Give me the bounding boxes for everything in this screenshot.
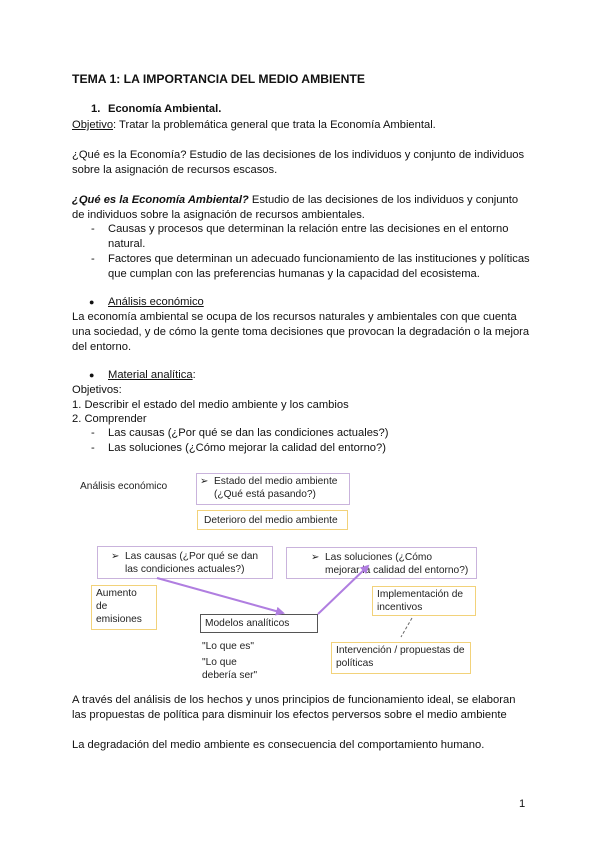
analisis-line-1: La economía ambiental se ocupa de los recursos naturales y ambientales con que cuenta — [72, 311, 517, 323]
ambiental-question: ¿Qué es la Economía Ambiental? — [72, 194, 249, 206]
estado-bullet: ➢ — [200, 476, 209, 487]
analisis-heading: Análisis económico — [108, 296, 204, 308]
aumento-line-1: Aumento — [96, 588, 137, 599]
causas-bullet: ➢ — [111, 551, 120, 562]
lo-que-es: "Lo que es" — [202, 641, 254, 652]
page-number: 1 — [519, 798, 526, 810]
analisis-line-3: del entorno. — [72, 341, 132, 353]
objetivo-item-1: 1. Describir el estado del medio ambiente y los cambios — [72, 399, 349, 411]
dash-marker: - — [91, 427, 95, 439]
bullet-dot: ● — [89, 370, 95, 380]
section-heading: Economía Ambiental. — [108, 103, 222, 115]
objetivo-item-2: 2. Comprender — [72, 413, 147, 425]
objetivos-label: Objetivos: — [72, 384, 122, 396]
objective-label: Objetivo — [72, 119, 114, 131]
dash-marker: - — [91, 442, 95, 454]
dash-marker: - — [91, 253, 95, 265]
paragraph-economia-line-2: sobre la asignación de recursos escasos. — [72, 164, 278, 176]
estado-line-1: Estado del medio ambiente — [214, 476, 338, 487]
objective-text: : Tratar la problemática general que trata la Economía Ambiental. — [113, 119, 436, 131]
aumento-line-2: de — [96, 601, 108, 612]
material-colon: : — [192, 369, 196, 381]
material-heading: Material analítica — [108, 369, 193, 381]
conclusion-line-1: A través del análisis de los hechos y unos principios de funcionamiento ideal, se elaboran — [72, 694, 516, 706]
paragraph-ambiental-line-2: de individuos sobre la asignación de recursos ambientales. — [72, 209, 365, 221]
intervencion-line-2: políticas — [336, 658, 374, 669]
dash-marker: - — [91, 223, 95, 235]
deterioro-text: Deterioro del medio ambiente — [204, 515, 338, 526]
soluciones-line-1: Las soluciones (¿Cómo — [325, 552, 433, 563]
diagram-label-analisis: Análisis económico — [80, 481, 168, 492]
dashed-connector — [401, 618, 412, 637]
bullet-dot: ● — [89, 297, 95, 307]
arrow-causas-to-modelos — [157, 578, 283, 613]
causas-line-1: Las causas (¿Por qué se dan — [125, 551, 259, 562]
modelos-text: Modelos analíticos — [205, 618, 290, 629]
dash-item-2-line-1: Factores que determinan un adecuado funcionamiento de las instituciones y políticas — [108, 253, 530, 265]
soluciones-line-2: mejorar la calidad del entorno?) — [325, 565, 469, 576]
implementacion-line-1: Implementación de — [377, 589, 464, 600]
dash-item-2-line-2: que cumplan con las preferencias humanas y la capacidad del ecosistema. — [108, 268, 480, 280]
final-statement: La degradación del medio ambiente es consecuencia del comportamiento humano. — [72, 739, 485, 751]
causas-line-2: las condiciones actuales?) — [125, 564, 245, 575]
paragraph-economia-line-1: ¿Qué es la Economía? Estudio de las decisiones de los individuos y conjunto de individuos — [72, 149, 525, 161]
section-number: 1. — [91, 103, 101, 115]
estado-line-2: (¿Qué está pasando?) — [214, 489, 316, 500]
page-title: TEMA 1: LA IMPORTANCIA DEL MEDIO AMBIENTE — [72, 72, 365, 86]
aumento-line-3: emisiones — [96, 614, 142, 625]
ambiental-definition: Estudio de las decisiones de los individuos y conjunto — [248, 194, 519, 206]
implementacion-line-2: incentivos — [377, 602, 423, 613]
lo-que-deberia-line-2: debería ser" — [202, 670, 258, 681]
analisis-line-2: una sociedad, y de cómo la gente toma decisiones que provocan la degradación o la mejora — [72, 326, 530, 338]
conclusion-line-2: las propuestas de política para disminuir los efectos perversos sobre el medio ambiente — [72, 709, 507, 721]
sub-item-soluciones: Las soluciones (¿Cómo mejorar la calidad del entorno?) — [108, 442, 386, 454]
dash-item-1-line-1: Causas y procesos que determinan la relación entre las decisiones en el entorno — [108, 223, 509, 235]
arrow-modelos-to-soluciones — [318, 566, 368, 614]
soluciones-bullet: ➢ — [311, 552, 320, 563]
sub-item-causas: Las causas (¿Por qué se dan las condiciones actuales?) — [108, 427, 389, 439]
intervencion-line-1: Intervención / propuestas de — [336, 645, 465, 656]
lo-que-deberia-line-1: "Lo que — [202, 657, 237, 668]
dash-item-1-line-2: natural. — [108, 238, 146, 250]
